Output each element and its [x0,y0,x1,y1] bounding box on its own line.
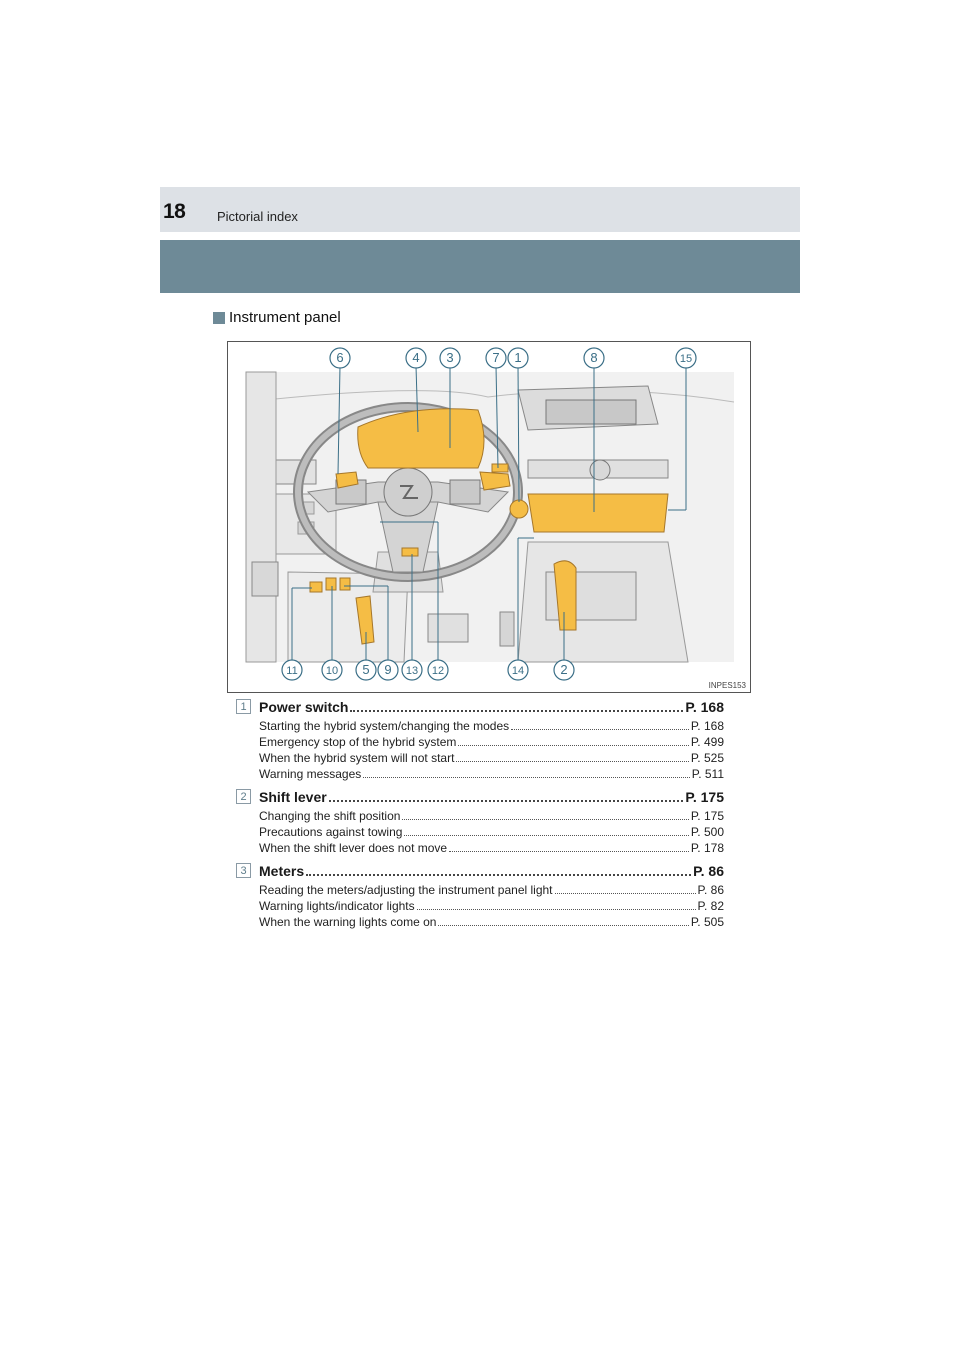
sub-item[interactable] [259,751,724,767]
sub-item-page-ref[interactable]: P. 86 [697,883,724,897]
entry-meters [236,863,724,931]
sub-item-label: When the hybrid system will not start [259,751,455,765]
sub-item[interactable] [259,899,724,915]
callout-label-3: 3 [446,350,454,365]
subheading-text: Instrument panel [229,309,341,326]
callout-label-9: 9 [384,662,392,677]
square-bullet-icon [213,312,225,324]
sub-item-page-ref[interactable]: P. 511 [691,767,724,781]
callout-label-11: 11 [286,665,298,677]
callout-label-14: 14 [511,665,525,677]
leader-dots [458,745,688,746]
sub-item-label: Changing the shift position [259,809,401,823]
callout-label-1: 1 [514,350,522,365]
entry-number-badge: 1 [236,699,251,714]
entry-page-ref[interactable]: P. 175 [685,789,724,805]
leader-dots [329,800,684,802]
entry-number-badge: 3 [236,863,251,878]
entry-label: Power switch [259,699,349,715]
instrument-panel-illustration [228,342,750,692]
entry-page-ref[interactable]: P. 168 [685,699,724,715]
entry-shift-lever [236,789,724,857]
sub-item[interactable] [259,915,724,931]
callout-label-13: 13 [405,665,419,677]
leader-dots [404,835,688,836]
sub-item-label: When the warning lights come on [259,915,437,929]
figure-code: INPES153 [708,681,746,690]
leader-dots [402,819,688,820]
leader-dots [449,851,689,852]
sub-item[interactable] [259,809,724,825]
leader-dots [456,761,688,762]
leader-dots [438,925,688,926]
entry-power-switch [236,699,724,783]
entry-label: Shift lever [259,789,327,805]
entry-number-badge: 2 [236,789,251,804]
sub-item-label: Starting the hybrid system/changing the modes [259,719,510,733]
instrument-panel-figure [227,341,751,693]
callout-label-10: 10 [325,665,339,677]
sub-item-label: Warning lights/indicator lights [259,899,415,913]
entry-main-line[interactable] [259,863,724,883]
sub-item-label: Precautions against towing [259,825,403,839]
callout-label-4: 4 [412,350,420,365]
entry-main-line[interactable] [259,789,724,809]
callout-label-15: 15 [679,353,693,365]
callout-label-8: 8 [590,350,598,365]
leader-dots [417,909,696,910]
sub-item[interactable] [259,825,724,841]
leader-dots [363,777,689,778]
page-number: 18 [163,200,186,223]
leader-dots [555,893,696,894]
sub-item[interactable] [259,767,724,783]
callout-label-7: 7 [492,350,500,365]
title-band [160,240,800,293]
subheading [213,309,341,326]
sub-item-page-ref[interactable]: P. 168 [690,719,724,733]
leader-dots [511,729,689,730]
leader-dots [350,710,683,712]
sub-item-label: Reading the meters/adjusting the instrument panel light [259,883,553,897]
sub-item-page-ref[interactable]: P. 525 [690,751,724,765]
sub-item-label: Warning messages [259,767,362,781]
callout-label-12: 12 [431,665,445,677]
leader-dots [306,874,691,876]
sub-item[interactable] [259,719,724,735]
entry-main-line[interactable] [259,699,724,719]
sub-item[interactable] [259,841,724,857]
entry-label: Meters [259,863,305,879]
section-title: Pictorial index [217,209,298,224]
callout-label-5: 5 [362,662,370,677]
sub-item-page-ref[interactable]: P. 500 [690,825,724,839]
sub-item[interactable] [259,735,724,751]
callout-label-6: 6 [336,350,344,365]
callout-label-2: 2 [560,662,568,677]
sub-item-page-ref[interactable]: P. 82 [697,899,724,913]
sub-item-label: Emergency stop of the hybrid system [259,735,457,749]
entry-page-ref[interactable]: P. 86 [693,863,724,879]
sub-item[interactable] [259,883,724,899]
sub-item-label: When the shift lever does not move [259,841,448,855]
sub-item-page-ref[interactable]: P. 178 [690,841,724,855]
sub-item-page-ref[interactable]: P. 175 [690,809,724,823]
sub-item-page-ref[interactable]: P. 505 [690,915,724,929]
sub-item-page-ref[interactable]: P. 499 [690,735,724,749]
